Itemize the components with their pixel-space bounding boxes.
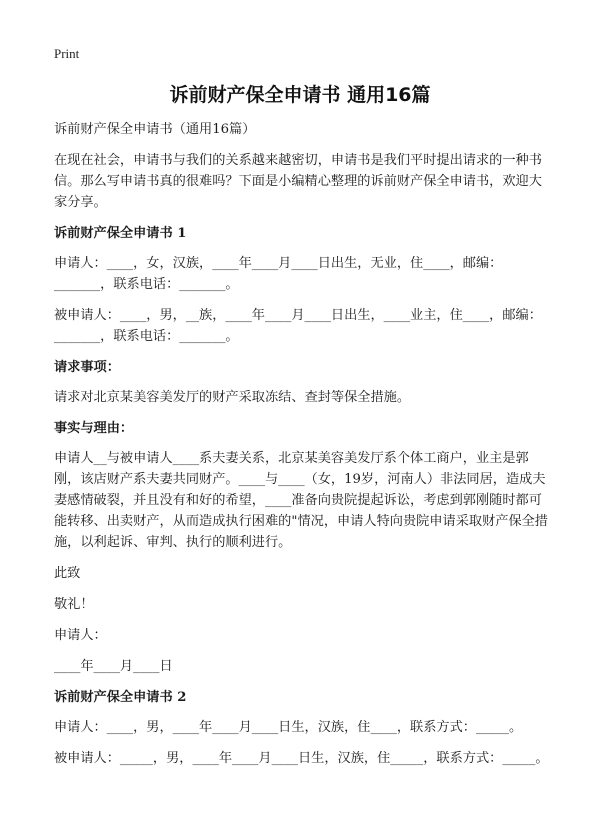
request-text: 请求对北京某美容美发厅的财产采取冻结、查封等保全措施。	[54, 390, 411, 405]
signature-label: 申请人：	[54, 628, 107, 643]
section-1-heading: 诉前财产保全申请书 1	[54, 226, 187, 241]
print-label: Print	[54, 46, 80, 61]
section-2-respondent: 被申请人：_____，男，____年____月____日生，汉族，住_____，联系方式：_____。	[54, 751, 549, 766]
section-2-applicant: 申请人：____，男，____年____月____日生，汉族，住____，联系方式：_____。	[54, 720, 523, 735]
signature-date: ____年____月____日	[54, 659, 173, 674]
document-body	[54, 119, 550, 779]
request-heading: 请求事项：	[54, 360, 120, 375]
closing-line-1: 此致	[54, 566, 81, 581]
section-2-heading: 诉前财产保全申请书 2	[54, 690, 187, 705]
closing-line-2: 敬礼！	[54, 597, 94, 612]
intro-paragraph: 在现在社会，申请书与我们的关系越来越密切，申请书是我们平时提出请求的一种书信。那么写申请书真的很难吗？下面是小编精心整理的诉前财产保全申请书，欢迎大家分享。	[54, 153, 542, 210]
document-subtitle: 诉前财产保全申请书（通用16篇）	[54, 122, 256, 137]
facts-text: 申请人__与被申请人____系夫妻关系，北京某美容美发厅系个体工商户，业主是郭刚，该店财产系夫妻共同财产。____与____（女，19岁，河南人）非法同居，造成夫妻感情破裂，并且没有和好的希望，____准备向贵院提起诉讼，考虑到郭刚随时都可能转移、出卖财产，从而造成执行困难的"情况，申请人特向贵院申请采取财产保全措施，以利起诉、审判、执行的顺利进行。	[54, 451, 548, 550]
section-1-applicant: 申请人：____，女，汉族，____年____月____日出生，无业，住____，邮编：_______，联系电话：_______。	[54, 256, 503, 292]
facts-heading: 事实与理由：	[54, 421, 134, 436]
page-title: 诉前财产保全申请书 通用16篇	[169, 84, 431, 106]
section-1-respondent: 被申请人：____，男，__族，____年____月____日出生，____业主，住____，邮编：_______，联系电话：_______。	[54, 308, 542, 344]
